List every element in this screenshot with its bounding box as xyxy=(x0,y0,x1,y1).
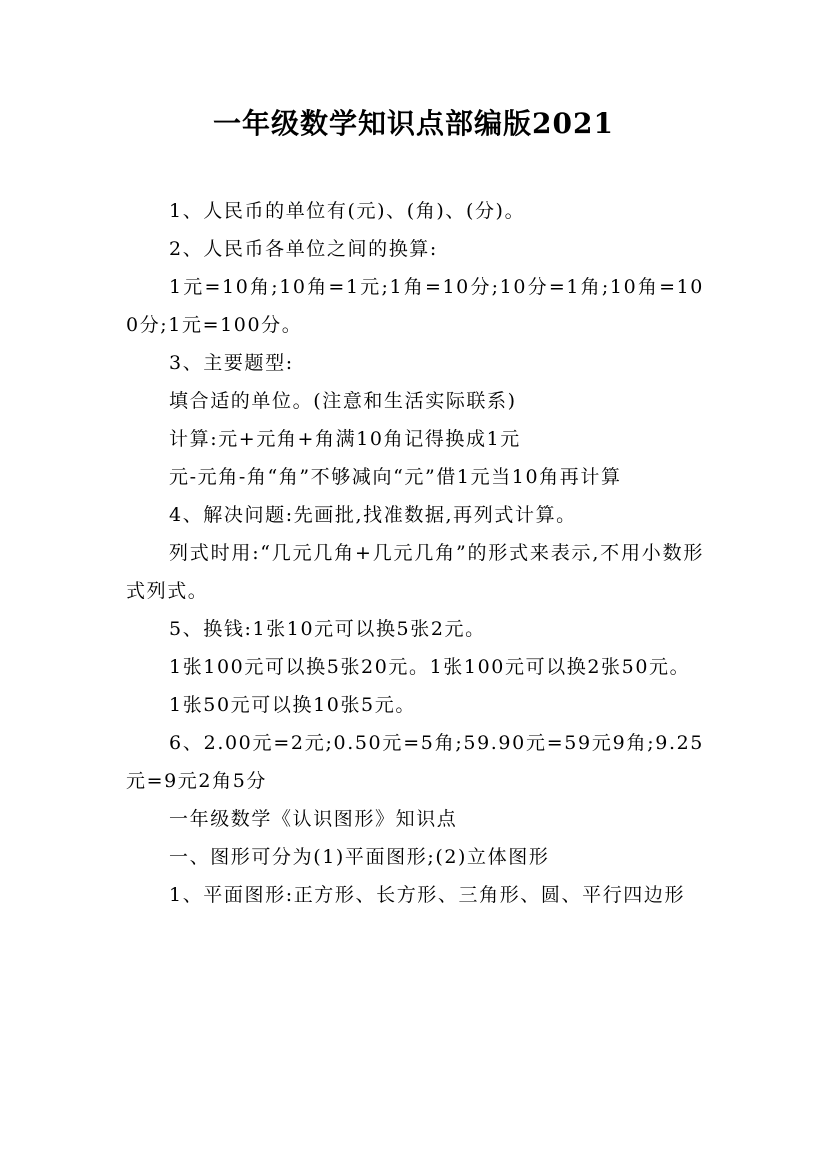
paragraph-2: 2、人民币各单位之间的换算: xyxy=(169,238,438,260)
paragraph-14: 一年级数学《认识图形》知识点 xyxy=(169,808,458,830)
paragraph-12: 1张50元可以换10张5元。 xyxy=(169,694,416,716)
paragraph-8: 4、解决问题:先画批,找准数据,再列式计算。 xyxy=(169,504,577,526)
paragraph-1: 1、人民币的单位有(元)、(角)、(分)。 xyxy=(169,200,526,222)
paragraph-5: 填合适的单位。(注意和生活实际联系) xyxy=(169,390,517,412)
document-title: 一年级数学知识点部编版2021 xyxy=(213,107,614,140)
document-body xyxy=(126,192,704,914)
paragraph-3: 1元=10角;10角=1元;1角=10分;10分=1角;10角=100分;1元=100分。 xyxy=(126,276,704,336)
paragraph-11: 1张100元可以换5张20元。1张100元可以换2张50元。 xyxy=(169,656,691,678)
paragraph-7: 元-元角-角“角”不够减向“元”借1元当10角再计算 xyxy=(169,466,622,488)
paragraph-4: 3、主要题型: xyxy=(169,352,294,374)
paragraph-6: 计算:元+元角+角满10角记得换成1元 xyxy=(169,428,521,450)
paragraph-9: 列式时用:“几元几角+几元几角”的形式来表示,不用小数形式列式。 xyxy=(126,542,704,602)
paragraph-15: 一、图形可分为(1)平面图形;(2)立体图形 xyxy=(169,846,550,868)
paragraph-13: 6、2.00元=2元;0.50元=5角;59.90元=59元9角;9.25元=9元2角5分 xyxy=(126,732,704,792)
paragraph-10: 5、换钱:1张10元可以换5张2元。 xyxy=(169,618,486,640)
paragraph-16: 1、平面图形:正方形、长方形、三角形、圆、平行四边形 xyxy=(169,884,686,906)
